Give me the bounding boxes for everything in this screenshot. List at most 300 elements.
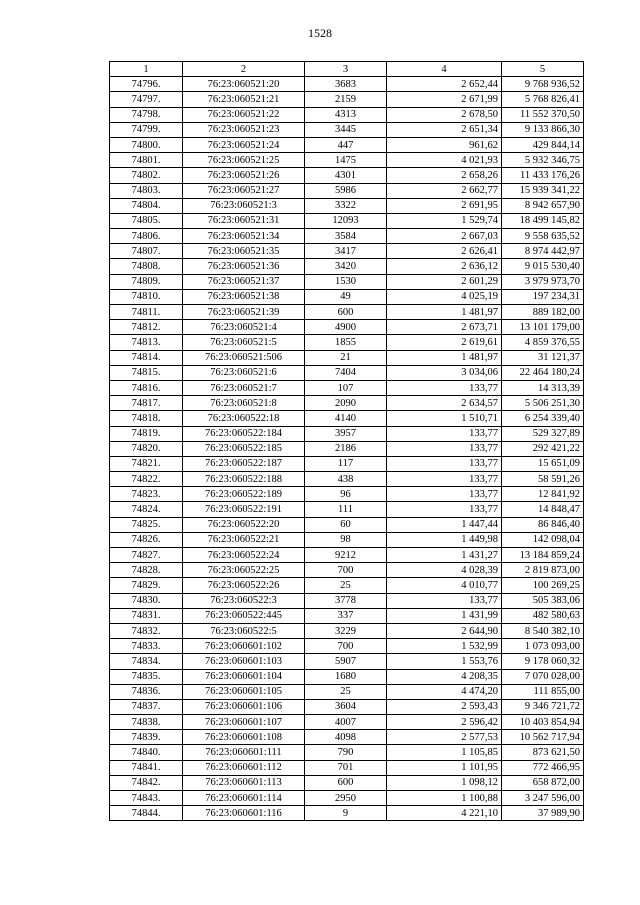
specific-value-cell: 1 101,95 xyxy=(387,760,502,775)
cadastral-value-cell: 9 178 060,32 xyxy=(502,654,584,669)
cadastral-number-cell: 76:23:060521:39 xyxy=(183,305,305,320)
table-row xyxy=(110,411,584,426)
specific-value-cell: 2 652,44 xyxy=(387,77,502,92)
specific-value-cell: 1 532,99 xyxy=(387,639,502,654)
row-number-cell: 74797. xyxy=(110,92,183,107)
area-cell: 4301 xyxy=(305,168,387,183)
row-number-cell: 74814. xyxy=(110,350,183,365)
row-number-cell: 74827. xyxy=(110,548,183,563)
cadastral-number-cell: 76:23:060521:4 xyxy=(183,320,305,335)
area-cell: 3417 xyxy=(305,244,387,259)
row-number-cell: 74803. xyxy=(110,183,183,198)
area-cell: 25 xyxy=(305,578,387,593)
table-row xyxy=(110,305,584,320)
cadastral-value-cell: 142 098,04 xyxy=(502,532,584,547)
specific-value-cell: 2 593,43 xyxy=(387,699,502,714)
table-row xyxy=(110,654,584,669)
area-cell: 337 xyxy=(305,608,387,623)
specific-value-cell: 4 028,39 xyxy=(387,563,502,578)
area-cell: 438 xyxy=(305,472,387,487)
area-cell: 60 xyxy=(305,517,387,532)
specific-value-cell: 2 662,77 xyxy=(387,183,502,198)
table-row xyxy=(110,122,584,137)
row-number-cell: 74807. xyxy=(110,244,183,259)
table-row xyxy=(110,456,584,471)
specific-value-cell: 2 601,29 xyxy=(387,274,502,289)
area-cell: 117 xyxy=(305,456,387,471)
cadastral-value-cell: 12 841,92 xyxy=(502,487,584,502)
area-cell: 4900 xyxy=(305,320,387,335)
area-cell: 4098 xyxy=(305,730,387,745)
cadastral-value-cell: 13 184 859,24 xyxy=(502,548,584,563)
table-row xyxy=(110,426,584,441)
cadastral-value-cell: 8 942 657,90 xyxy=(502,198,584,213)
table-row xyxy=(110,213,584,228)
cadastral-number-cell: 76:23:060522:5 xyxy=(183,623,305,638)
cadastral-value-cell: 2 819 873,00 xyxy=(502,563,584,578)
cadastral-value-cell: 292 421,22 xyxy=(502,441,584,456)
row-number-cell: 74831. xyxy=(110,608,183,623)
specific-value-cell: 2 658,26 xyxy=(387,168,502,183)
area-cell: 5907 xyxy=(305,654,387,669)
specific-value-cell: 1 553,76 xyxy=(387,654,502,669)
table-row xyxy=(110,548,584,563)
table-row xyxy=(110,77,584,92)
area-cell: 1680 xyxy=(305,669,387,684)
specific-value-cell: 2 619,61 xyxy=(387,335,502,350)
cadastral-number-cell: 76:23:060522:24 xyxy=(183,548,305,563)
cadastral-number-cell: 76:23:060522:189 xyxy=(183,487,305,502)
cadastral-number-cell: 76:23:060601:111 xyxy=(183,745,305,760)
cadastral-number-cell: 76:23:060522:21 xyxy=(183,532,305,547)
cadastral-value-cell: 529 327,89 xyxy=(502,426,584,441)
area-cell: 96 xyxy=(305,487,387,502)
table-header-row xyxy=(110,62,584,77)
cadastral-number-cell: 76:23:060522:185 xyxy=(183,441,305,456)
table-row xyxy=(110,259,584,274)
specific-value-cell: 133,77 xyxy=(387,441,502,456)
cadastral-value-cell: 658 872,00 xyxy=(502,775,584,790)
specific-value-cell: 4 474,20 xyxy=(387,684,502,699)
area-cell: 3420 xyxy=(305,259,387,274)
row-number-cell: 74843. xyxy=(110,791,183,806)
cadastral-number-cell: 76:23:060522:184 xyxy=(183,426,305,441)
cadastral-value-cell: 9 346 721,72 xyxy=(502,699,584,714)
specific-value-cell: 4 221,10 xyxy=(387,806,502,821)
cadastral-value-cell: 18 499 145,82 xyxy=(502,213,584,228)
specific-value-cell: 3 034,06 xyxy=(387,365,502,380)
cadastral-number-cell: 76:23:060601:114 xyxy=(183,791,305,806)
cadastral-number-cell: 76:23:060522:445 xyxy=(183,608,305,623)
specific-value-cell: 4 010,77 xyxy=(387,578,502,593)
table-row xyxy=(110,335,584,350)
cadastral-number-cell: 76:23:060521:35 xyxy=(183,244,305,259)
specific-value-cell: 4 021,93 xyxy=(387,153,502,168)
row-number-cell: 74839. xyxy=(110,730,183,745)
row-number-cell: 74806. xyxy=(110,229,183,244)
specific-value-cell: 1 431,27 xyxy=(387,548,502,563)
area-cell: 1855 xyxy=(305,335,387,350)
cadastral-number-cell: 76:23:060522:26 xyxy=(183,578,305,593)
specific-value-cell: 1 481,97 xyxy=(387,350,502,365)
table-row xyxy=(110,639,584,654)
row-number-cell: 74798. xyxy=(110,107,183,122)
area-cell: 2186 xyxy=(305,441,387,456)
table-row xyxy=(110,168,584,183)
specific-value-cell: 4 025,19 xyxy=(387,289,502,304)
cadastral-number-cell: 76:23:060521:31 xyxy=(183,213,305,228)
cadastral-value-cell: 11 433 176,26 xyxy=(502,168,584,183)
area-cell: 111 xyxy=(305,502,387,517)
row-number-cell: 74800. xyxy=(110,137,183,152)
area-cell: 2090 xyxy=(305,396,387,411)
cadastral-value-cell: 482 580,63 xyxy=(502,608,584,623)
area-cell: 700 xyxy=(305,639,387,654)
cadastral-value-cell: 429 844,14 xyxy=(502,137,584,152)
cadastral-value-cell: 9 558 635,52 xyxy=(502,229,584,244)
cadastral-number-cell: 76:23:060521:34 xyxy=(183,229,305,244)
area-cell: 4313 xyxy=(305,107,387,122)
table-row xyxy=(110,229,584,244)
table-row xyxy=(110,320,584,335)
cadastral-value-cell: 31 121,37 xyxy=(502,350,584,365)
table-row xyxy=(110,623,584,638)
specific-value-cell: 2 671,99 xyxy=(387,92,502,107)
row-number-cell: 74804. xyxy=(110,198,183,213)
table-row xyxy=(110,502,584,517)
cadastral-value-cell: 3 979 973,70 xyxy=(502,274,584,289)
area-cell: 600 xyxy=(305,775,387,790)
cadastral-number-cell: 76:23:060521:27 xyxy=(183,183,305,198)
specific-value-cell: 2 634,57 xyxy=(387,396,502,411)
area-cell: 9 xyxy=(305,806,387,821)
cadastral-value-cell: 9 133 866,30 xyxy=(502,122,584,137)
row-number-cell: 74802. xyxy=(110,168,183,183)
cadastral-value-cell: 7 070 028,00 xyxy=(502,669,584,684)
cadastral-value-cell: 111 855,00 xyxy=(502,684,584,699)
table-row xyxy=(110,198,584,213)
area-cell: 25 xyxy=(305,684,387,699)
table-row xyxy=(110,669,584,684)
table-row xyxy=(110,593,584,608)
area-cell: 9212 xyxy=(305,548,387,563)
cadastral-number-cell: 76:23:060522:25 xyxy=(183,563,305,578)
cadastral-number-cell: 76:23:060522:187 xyxy=(183,456,305,471)
cadastral-value-cell: 8 974 442,97 xyxy=(502,244,584,259)
row-number-cell: 74810. xyxy=(110,289,183,304)
area-cell: 2950 xyxy=(305,791,387,806)
specific-value-cell: 2 636,12 xyxy=(387,259,502,274)
row-number-cell: 74818. xyxy=(110,411,183,426)
cadastral-value-cell: 9 015 530,40 xyxy=(502,259,584,274)
area-cell: 600 xyxy=(305,305,387,320)
table-row xyxy=(110,745,584,760)
cadastral-number-cell: 76:23:060601:103 xyxy=(183,654,305,669)
row-number-cell: 74844. xyxy=(110,806,183,821)
cadastral-number-cell: 76:23:060522:3 xyxy=(183,593,305,608)
specific-value-cell: 1 529,74 xyxy=(387,213,502,228)
specific-value-cell: 1 481,97 xyxy=(387,305,502,320)
row-number-cell: 74819. xyxy=(110,426,183,441)
cadastral-number-cell: 76:23:060521:21 xyxy=(183,92,305,107)
row-number-cell: 74842. xyxy=(110,775,183,790)
table-row xyxy=(110,806,584,821)
specific-value-cell: 2 673,71 xyxy=(387,320,502,335)
row-number-cell: 74813. xyxy=(110,335,183,350)
area-cell: 701 xyxy=(305,760,387,775)
cadastral-value-table xyxy=(109,61,584,821)
cadastral-number-cell: 76:23:060601:112 xyxy=(183,760,305,775)
cadastral-number-cell: 76:23:060521:38 xyxy=(183,289,305,304)
table-row xyxy=(110,730,584,745)
cadastral-number-cell: 76:23:060601:107 xyxy=(183,715,305,730)
table-row xyxy=(110,274,584,289)
area-cell: 700 xyxy=(305,563,387,578)
specific-value-cell: 133,77 xyxy=(387,380,502,395)
row-number-cell: 74812. xyxy=(110,320,183,335)
area-cell: 790 xyxy=(305,745,387,760)
cadastral-value-cell: 15 651,09 xyxy=(502,456,584,471)
area-cell: 1530 xyxy=(305,274,387,289)
cadastral-value-cell: 14 313,39 xyxy=(502,380,584,395)
area-cell: 3683 xyxy=(305,77,387,92)
table-row xyxy=(110,137,584,152)
area-cell: 4140 xyxy=(305,411,387,426)
row-number-cell: 74838. xyxy=(110,715,183,730)
specific-value-cell: 1 510,71 xyxy=(387,411,502,426)
cadastral-number-cell: 76:23:060521:36 xyxy=(183,259,305,274)
specific-value-cell: 133,77 xyxy=(387,487,502,502)
row-number-cell: 74841. xyxy=(110,760,183,775)
row-number-cell: 74828. xyxy=(110,563,183,578)
cadastral-value-cell: 37 989,90 xyxy=(502,806,584,821)
cadastral-number-cell: 76:23:060601:104 xyxy=(183,669,305,684)
specific-value-cell: 133,77 xyxy=(387,593,502,608)
cadastral-value-cell: 9 768 936,52 xyxy=(502,77,584,92)
cadastral-value-cell: 873 621,50 xyxy=(502,745,584,760)
cadastral-number-cell: 76:23:060601:108 xyxy=(183,730,305,745)
specific-value-cell: 1 431,99 xyxy=(387,608,502,623)
cadastral-value-cell: 22 464 180,24 xyxy=(502,365,584,380)
table-row xyxy=(110,244,584,259)
table-row xyxy=(110,487,584,502)
table-row xyxy=(110,107,584,122)
row-number-cell: 74799. xyxy=(110,122,183,137)
cadastral-number-cell: 76:23:060521:506 xyxy=(183,350,305,365)
specific-value-cell: 1 100,88 xyxy=(387,791,502,806)
row-number-cell: 74835. xyxy=(110,669,183,684)
cadastral-value-cell: 15 939 341,22 xyxy=(502,183,584,198)
table-row xyxy=(110,563,584,578)
cadastral-value-cell: 100 269,25 xyxy=(502,578,584,593)
area-cell: 3778 xyxy=(305,593,387,608)
column-header: 3 xyxy=(305,62,387,77)
cadastral-value-cell: 14 848,47 xyxy=(502,502,584,517)
table-row xyxy=(110,350,584,365)
row-number-cell: 74836. xyxy=(110,684,183,699)
table-row xyxy=(110,183,584,198)
table-row xyxy=(110,517,584,532)
cadastral-number-cell: 76:23:060521:5 xyxy=(183,335,305,350)
row-number-cell: 74809. xyxy=(110,274,183,289)
cadastral-value-cell: 5 768 826,41 xyxy=(502,92,584,107)
specific-value-cell: 4 208,35 xyxy=(387,669,502,684)
area-cell: 21 xyxy=(305,350,387,365)
table-row xyxy=(110,791,584,806)
cadastral-number-cell: 76:23:060521:25 xyxy=(183,153,305,168)
specific-value-cell: 1 098,12 xyxy=(387,775,502,790)
table-row xyxy=(110,760,584,775)
specific-value-cell: 1 105,85 xyxy=(387,745,502,760)
table-row xyxy=(110,532,584,547)
row-number-cell: 74821. xyxy=(110,456,183,471)
column-header: 4 xyxy=(387,62,502,77)
row-number-cell: 74805. xyxy=(110,213,183,228)
cadastral-value-cell: 8 540 382,10 xyxy=(502,623,584,638)
cadastral-value-cell: 13 101 179,00 xyxy=(502,320,584,335)
specific-value-cell: 133,77 xyxy=(387,456,502,471)
column-header: 1 xyxy=(110,62,183,77)
row-number-cell: 74834. xyxy=(110,654,183,669)
cadastral-value-cell: 6 254 339,40 xyxy=(502,411,584,426)
specific-value-cell: 1 447,44 xyxy=(387,517,502,532)
area-cell: 3957 xyxy=(305,426,387,441)
cadastral-value-cell: 11 552 370,50 xyxy=(502,107,584,122)
table-row xyxy=(110,380,584,395)
table-row xyxy=(110,289,584,304)
row-number-cell: 74822. xyxy=(110,472,183,487)
specific-value-cell: 2 577,53 xyxy=(387,730,502,745)
area-cell: 1475 xyxy=(305,153,387,168)
row-number-cell: 74833. xyxy=(110,639,183,654)
area-cell: 4007 xyxy=(305,715,387,730)
table-row xyxy=(110,578,584,593)
specific-value-cell: 2 667,03 xyxy=(387,229,502,244)
area-cell: 7404 xyxy=(305,365,387,380)
cadastral-value-cell: 5 506 251,30 xyxy=(502,396,584,411)
row-number-cell: 74815. xyxy=(110,365,183,380)
cadastral-number-cell: 76:23:060522:20 xyxy=(183,517,305,532)
page-number: 1528 xyxy=(308,26,332,40)
cadastral-value-cell: 4 859 376,55 xyxy=(502,335,584,350)
specific-value-cell: 2 691,95 xyxy=(387,198,502,213)
area-cell: 98 xyxy=(305,532,387,547)
area-cell: 3445 xyxy=(305,122,387,137)
cadastral-number-cell: 76:23:060522:188 xyxy=(183,472,305,487)
row-number-cell: 74829. xyxy=(110,578,183,593)
specific-value-cell: 2 651,34 xyxy=(387,122,502,137)
cadastral-value-cell: 1 073 093,00 xyxy=(502,639,584,654)
table-row xyxy=(110,608,584,623)
table-row xyxy=(110,684,584,699)
area-cell: 3322 xyxy=(305,198,387,213)
specific-value-cell: 133,77 xyxy=(387,472,502,487)
cadastral-value-cell: 5 932 346,75 xyxy=(502,153,584,168)
row-number-cell: 74801. xyxy=(110,153,183,168)
row-number-cell: 74816. xyxy=(110,380,183,395)
specific-value-cell: 2 644,90 xyxy=(387,623,502,638)
area-cell: 3604 xyxy=(305,699,387,714)
column-header: 5 xyxy=(502,62,584,77)
cadastral-value-cell: 10 562 717,94 xyxy=(502,730,584,745)
row-number-cell: 74796. xyxy=(110,77,183,92)
table-row xyxy=(110,699,584,714)
specific-value-cell: 133,77 xyxy=(387,502,502,517)
row-number-cell: 74823. xyxy=(110,487,183,502)
specific-value-cell: 961,62 xyxy=(387,137,502,152)
cadastral-number-cell: 76:23:060521:8 xyxy=(183,396,305,411)
cadastral-number-cell: 76:23:060522:18 xyxy=(183,411,305,426)
area-cell: 12093 xyxy=(305,213,387,228)
cadastral-number-cell: 76:23:060601:106 xyxy=(183,699,305,714)
area-cell: 5986 xyxy=(305,183,387,198)
row-number-cell: 74820. xyxy=(110,441,183,456)
row-number-cell: 74817. xyxy=(110,396,183,411)
cadastral-value-cell: 889 182,00 xyxy=(502,305,584,320)
cadastral-value-cell: 197 234,31 xyxy=(502,289,584,304)
specific-value-cell: 133,77 xyxy=(387,426,502,441)
cadastral-number-cell: 76:23:060521:26 xyxy=(183,168,305,183)
table-row xyxy=(110,775,584,790)
row-number-cell: 74808. xyxy=(110,259,183,274)
specific-value-cell: 2 678,50 xyxy=(387,107,502,122)
cadastral-number-cell: 76:23:060521:20 xyxy=(183,77,305,92)
cadastral-number-cell: 76:23:060522:191 xyxy=(183,502,305,517)
row-number-cell: 74837. xyxy=(110,699,183,714)
cadastral-number-cell: 76:23:060521:23 xyxy=(183,122,305,137)
area-cell: 3584 xyxy=(305,229,387,244)
table-row xyxy=(110,472,584,487)
table-body xyxy=(110,77,584,821)
cadastral-number-cell: 76:23:060601:105 xyxy=(183,684,305,699)
table-row xyxy=(110,715,584,730)
table-row xyxy=(110,92,584,107)
cadastral-number-cell: 76:23:060521:6 xyxy=(183,365,305,380)
area-cell: 447 xyxy=(305,137,387,152)
table-row xyxy=(110,365,584,380)
specific-value-cell: 1 449,98 xyxy=(387,532,502,547)
cadastral-value-cell: 86 846,40 xyxy=(502,517,584,532)
cadastral-number-cell: 76:23:060521:7 xyxy=(183,380,305,395)
area-cell: 2159 xyxy=(305,92,387,107)
area-cell: 49 xyxy=(305,289,387,304)
column-header: 2 xyxy=(183,62,305,77)
row-number-cell: 74824. xyxy=(110,502,183,517)
cadastral-value-cell: 10 403 854,94 xyxy=(502,715,584,730)
cadastral-number-cell: 76:23:060601:102 xyxy=(183,639,305,654)
row-number-cell: 74825. xyxy=(110,517,183,532)
row-number-cell: 74830. xyxy=(110,593,183,608)
row-number-cell: 74826. xyxy=(110,532,183,547)
cadastral-value-cell: 772 466,95 xyxy=(502,760,584,775)
row-number-cell: 74840. xyxy=(110,745,183,760)
row-number-cell: 74811. xyxy=(110,305,183,320)
cadastral-number-cell: 76:23:060521:3 xyxy=(183,198,305,213)
cadastral-number-cell: 76:23:060521:22 xyxy=(183,107,305,122)
table-row xyxy=(110,396,584,411)
cadastral-value-cell: 3 247 596,00 xyxy=(502,791,584,806)
area-cell: 107 xyxy=(305,380,387,395)
cadastral-value-cell: 505 383,06 xyxy=(502,593,584,608)
table-row xyxy=(110,441,584,456)
specific-value-cell: 2 626,41 xyxy=(387,244,502,259)
area-cell: 3229 xyxy=(305,623,387,638)
cadastral-number-cell: 76:23:060521:37 xyxy=(183,274,305,289)
cadastral-number-cell: 76:23:060521:24 xyxy=(183,137,305,152)
specific-value-cell: 2 596,42 xyxy=(387,715,502,730)
cadastral-number-cell: 76:23:060601:113 xyxy=(183,775,305,790)
cadastral-value-cell: 58 591,26 xyxy=(502,472,584,487)
